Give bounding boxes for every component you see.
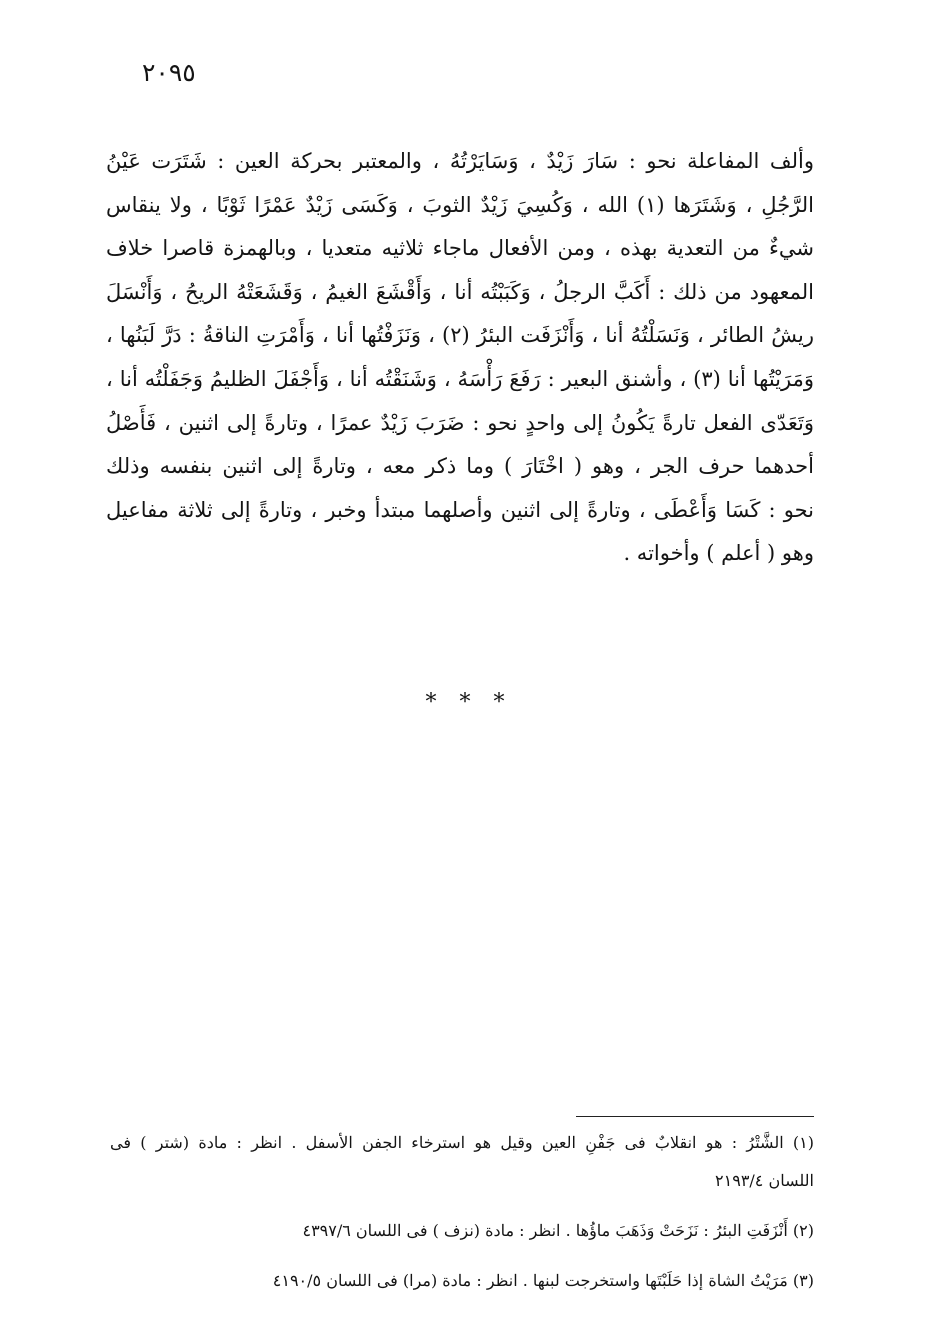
text-line: ريشُ الطائر ، وَنَسَلْتُهُ أنا ، وَأَنْزَفَت البئرُ (٢) ، وَنَزَفْتُها أنا ، وَأَمْرَتِ الناقةُ : دَرَّ لَبَنُها ، xyxy=(106,323,814,348)
text-line: أحدهما حرف الجر ، وهو ( اخْتَارَ ) وما ذكر معه ، وتارةً إلى اثنين بنفسه وذلك xyxy=(106,454,814,479)
footnote-1-line-1: (١) الشَّتْرُ : هو انقلابٌ فى جَفْنِ العين وقيل هو استرخاء الجفن الأسفل . انظر : مادة (شتر ) فى xyxy=(110,1133,814,1152)
footnote-3: (٣) مَرَيْتُ الشاة إذا حَلَبْتَها واستخرجت لبنها . انظر : مادة (مرا) فى اللسان ٤١٩٠/٥ xyxy=(272,1271,814,1290)
section-separator: * * * xyxy=(425,690,513,715)
footnotes xyxy=(110,1124,814,1300)
text-line: الرَّجُلِ ، وَشَتَرَها (١) الله ، وَكُسِيَ زَيْدٌ الثوبَ ، وَكَسَى زَيْدٌ عَمْرًا ثَوْبًا ، ولا ينقاس xyxy=(106,192,814,217)
text-line: وألف المفاعلة نحو : سَارَ زَيْدٌ ، وَسَايَرْتُهُ ، والمعتبر بحركة العين : شَتَرَت عَيْنُ xyxy=(106,149,814,173)
text-line: وَمَرَيْتُها أنا (٣) ، وأشنق البعير : رَفَعَ رَأْسَهُ ، وَشَنَقْتُه أنا ، وَأَجْفَلَ الظليمُ وَجَفَلْتُه أنا ، xyxy=(106,366,814,391)
text-line: شيءٌ من التعدية بهذه ، ومن الأفعال ماجاء ثلاثيه متعديا ، وبالهمزة قاصرا خلاف xyxy=(106,236,814,261)
footnote-1-line-2: اللسان ٢١٩٣/٤ xyxy=(715,1171,814,1190)
footnote-divider xyxy=(576,1116,814,1117)
text-line: المعهود من ذلك : أَكَبَّ الرجلُ ، وَكَبَبْتُه أنا ، وَأَقْشَعَ الغيمُ ، وَقَشَعَتْهُ الريحُ ، وَأَنْسَلَ xyxy=(106,279,814,304)
text-line: وَتَعَدّى الفعل تارةً يَكُونُ إلى واحدٍ نحو : ضَرَبَ زَيْدٌ عمرًا ، وتارةً إلى اثنين ، فَأَصْلُ xyxy=(106,410,814,435)
footnote-2: (٢) أَنْزَفَتِ البئرُ : نَزَحَتْ وَذَهَبَ ماؤُها . انظر : مادة (نزف ) فى اللسان ٤٣٩٧/٦ xyxy=(302,1221,814,1240)
page-number: ٢٠٩٥ xyxy=(142,58,196,87)
main-text xyxy=(106,140,814,576)
text-line: نحو : كَسَا وَأَعْطَى ، وتارةً إلى اثنين وأصلهما مبتدأ وخبر ، وتارةً إلى ثلاثة مفاعيل xyxy=(106,497,814,522)
text-line: وهو ( أعلم ) وأخواته . xyxy=(623,541,814,566)
